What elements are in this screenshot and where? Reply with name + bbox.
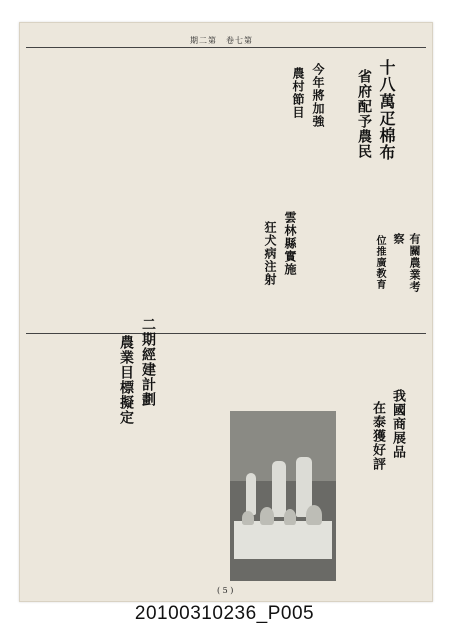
subhead-yunlin: 狂犬病注射 (263, 221, 277, 286)
headline-exhibit: 我國商展品 (390, 389, 405, 459)
headline-farm-day: 今年將加強 (311, 63, 325, 128)
headline-plan: 二期經建計劃 (140, 317, 156, 407)
page-header: 期二第 卷七第 (190, 36, 253, 45)
headline-bureau: 有關農業考察 (392, 233, 421, 293)
newspaper-page (19, 22, 433, 602)
image-caption: 20100310236_P005 (134, 603, 315, 624)
subhead-exhibit: 在泰獲好評 (370, 401, 385, 471)
section-rule (26, 333, 426, 334)
headline-cotton: 十八萬疋棉布 (377, 59, 396, 161)
headline-yunlin: 雲林縣實施 (283, 211, 297, 276)
page-number: ( 5 ) (217, 586, 234, 595)
subhead-farm-day: 農村節目 (291, 67, 305, 119)
subhead-cotton: 省府配予農民 (356, 69, 372, 159)
exhibit-photo (230, 411, 336, 581)
subhead-plan: 農業目標擬定 (118, 335, 134, 425)
header-rule (26, 47, 426, 48)
subhead-bureau: 位推廣教育 (374, 235, 385, 290)
